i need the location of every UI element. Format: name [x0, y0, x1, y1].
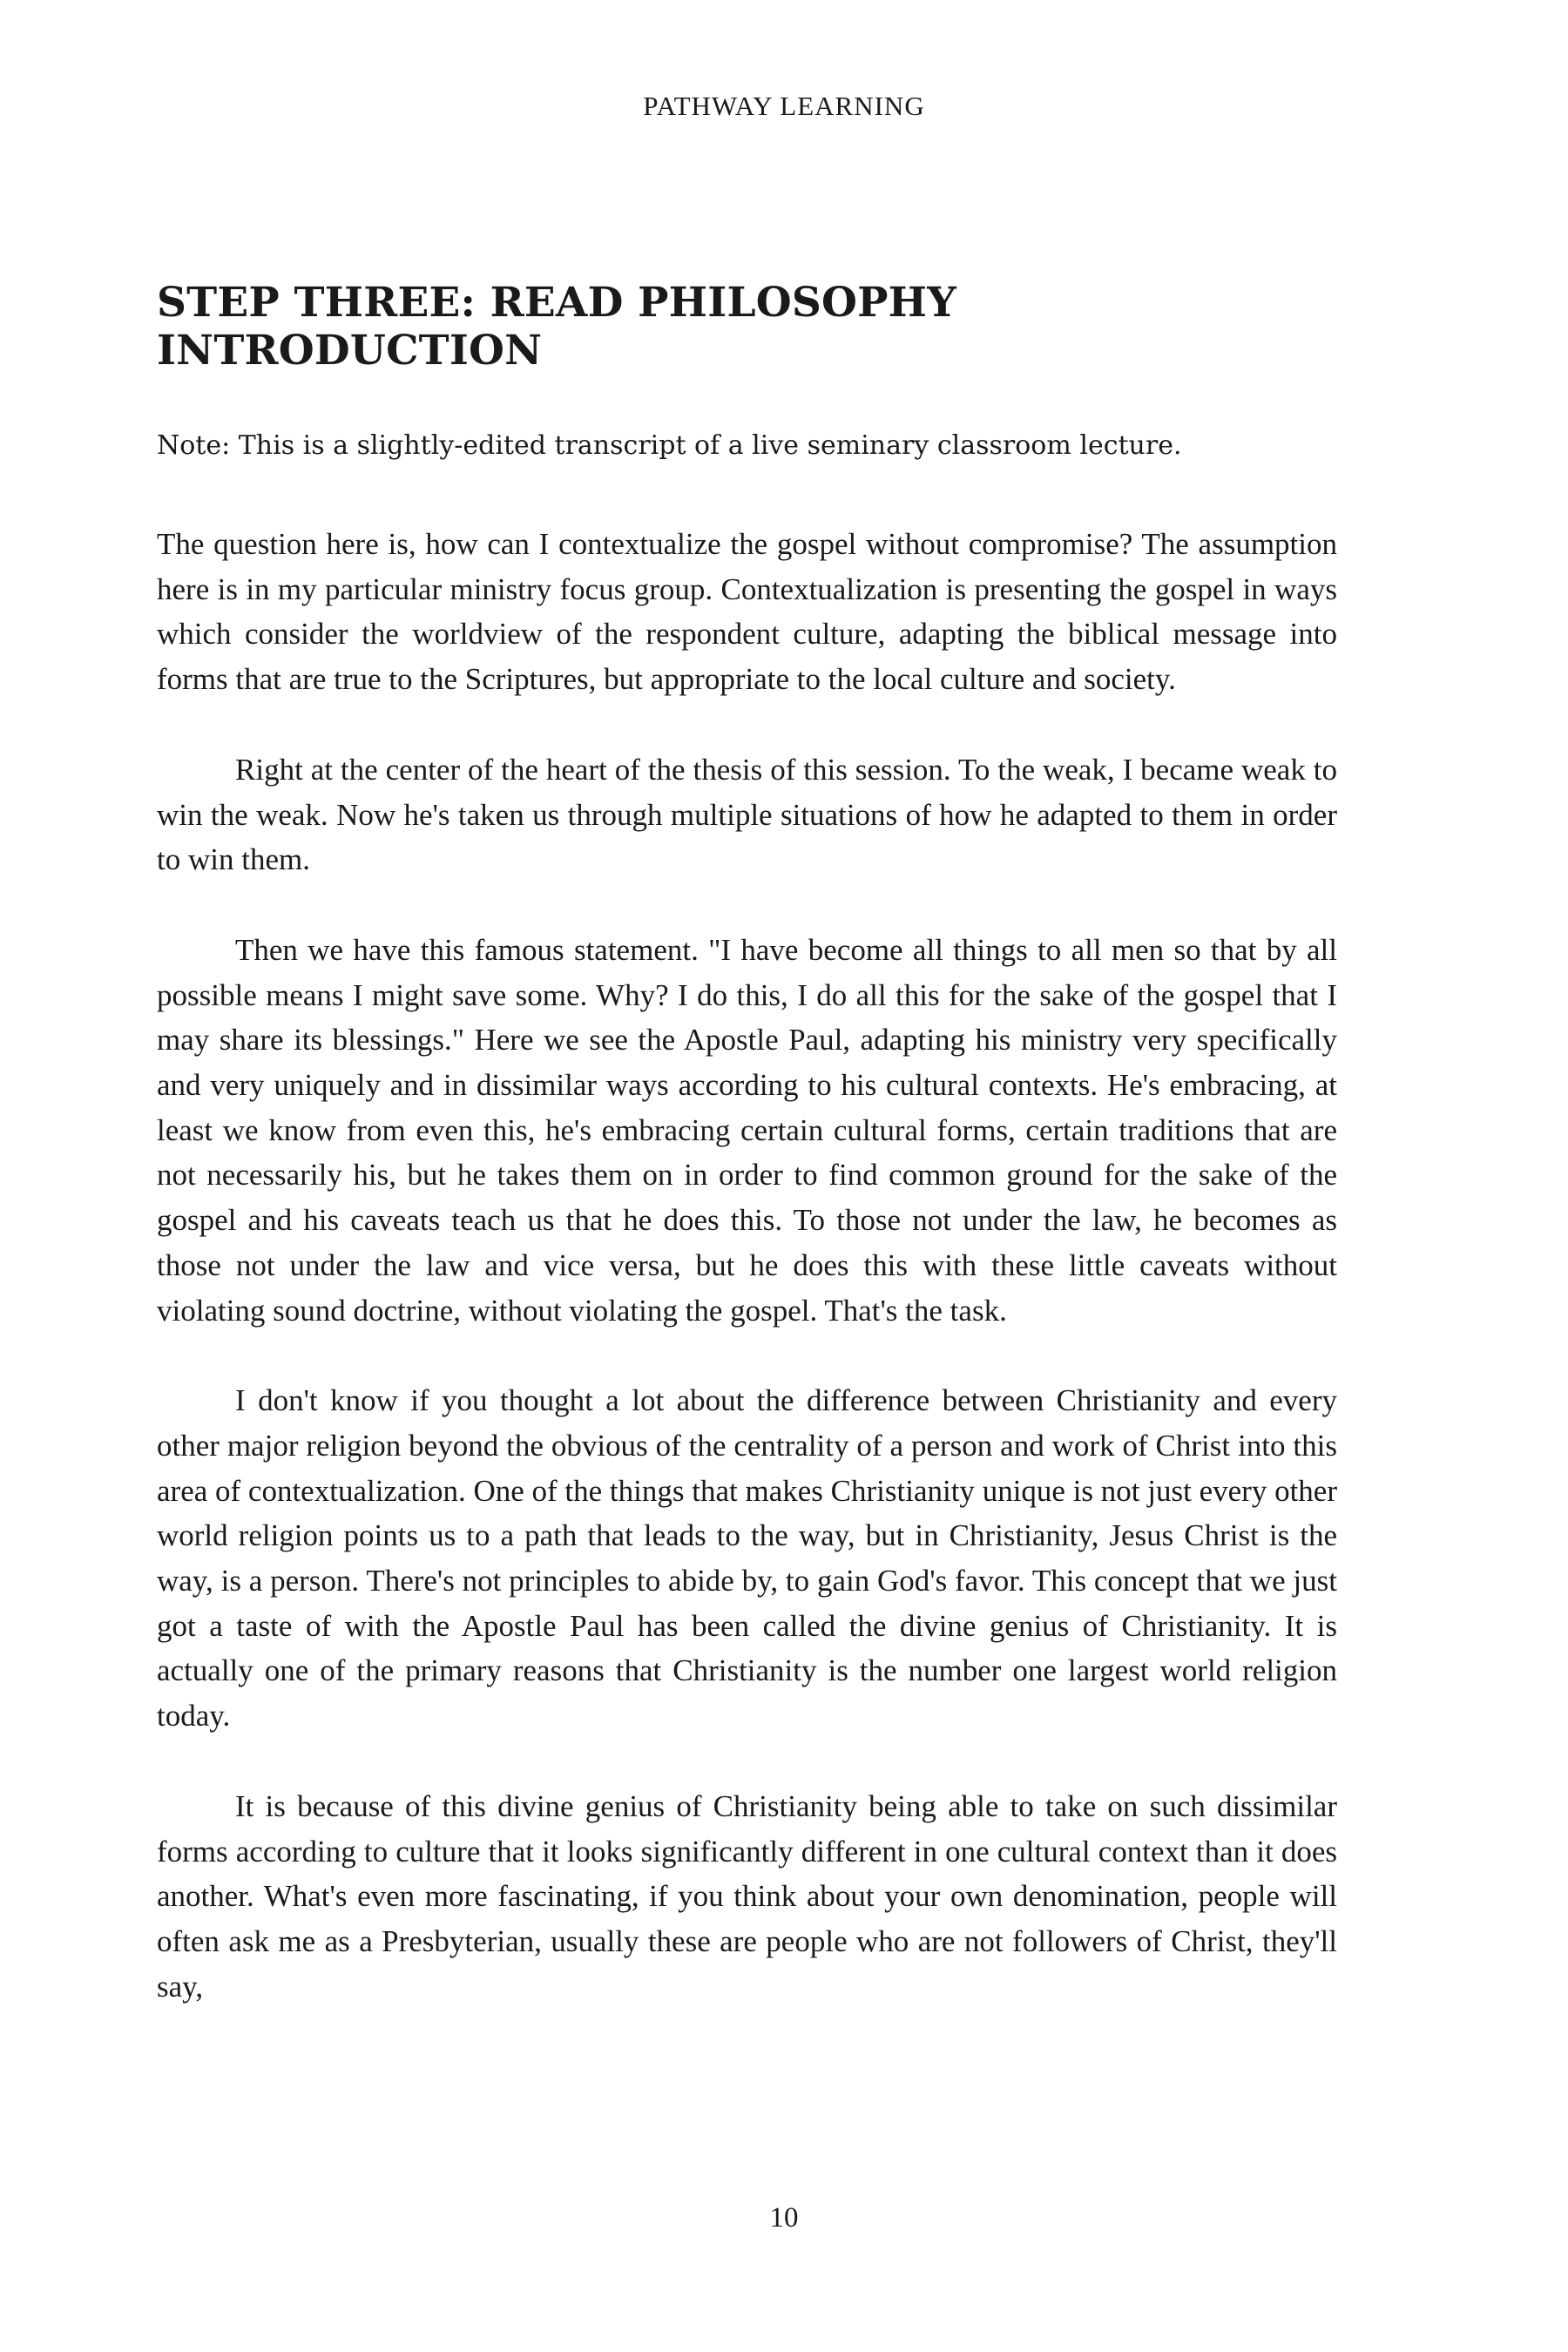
page-number: 10: [769, 2202, 799, 2234]
paragraph-1: The question here is, how can I contextualize the gospel without compromise? The assumption here is in my particular ministry focus group. Contextualization is presenting the gospel in ways which consider the worldview of the respondent culture, adapting the biblical message into forms that are true to the Scriptures, but appropriate to the local culture and society.: [157, 527, 1337, 697]
paragraph-5: It is because of this divine genius of Christianity being able to take on such dissimilar forms according to culture that it looks significantly different in one cultural context than it does another. What's even more fascinating, if you think about your own denomination, people will often ask me as a Presbyterian, usually these are people who are not followers of Christ, they'll say,: [157, 1788, 1337, 2004]
paragraph-4: I don't know if you thought a lot about the difference between Christianity and every other major religion beyond the obvious of the centrality of a person and work of Christ into this area of contextualization. One of the things that makes Christianity unique is not just every other world religion points us to a path that leads to the way, but in Christianity, Jesus Christ is the way, is a person. There's not principles to abide by, to gain God's favor. This concept that we just got a taste of with the Apostle Paul has been called the divine genius of Christianity. It is actually one of the primary reasons that Christianity is the number one largest world religion today.: [157, 1383, 1337, 1734]
page-body: [157, 279, 1337, 2054]
section-title: STEP THREE: READ PHILOSOPHY INTRODUCTION: [157, 279, 957, 375]
transcript-note: Note: This is a slightly-edited transcript of a live seminary classroom lecture.: [157, 430, 1182, 461]
paragraph-2: Right at the center of the heart of the thesis of this session. To the weak, I became weak to win the weak. Now he's taken us through multiple situations of how he adapted to them in order to win them.: [157, 752, 1337, 877]
paragraph-3: Then we have this famous statement. "I have become all things to all men so that by all possible means I might save some. Why? I do this, I do all this for the sake of the gospel that I may share its blessings." Here we see the Apostle Paul, adapting his ministry very specifically and very uniquely and in dissimilar ways according to his cultural contexts. He's embracing, at least we know from even this, he's embracing certain cultural forms, certain traditions that are not necessarily his, but he takes them on in order to find common ground for the sake of the gospel and his caveats teach us that he does this. To those not under the law, he becomes as those not under the law and vice versa, but he does this with these little caveats without violating sound doctrine, without violating the gospel. That's the task.: [157, 932, 1337, 1328]
running-head: PATHWAY LEARNING: [643, 91, 925, 121]
